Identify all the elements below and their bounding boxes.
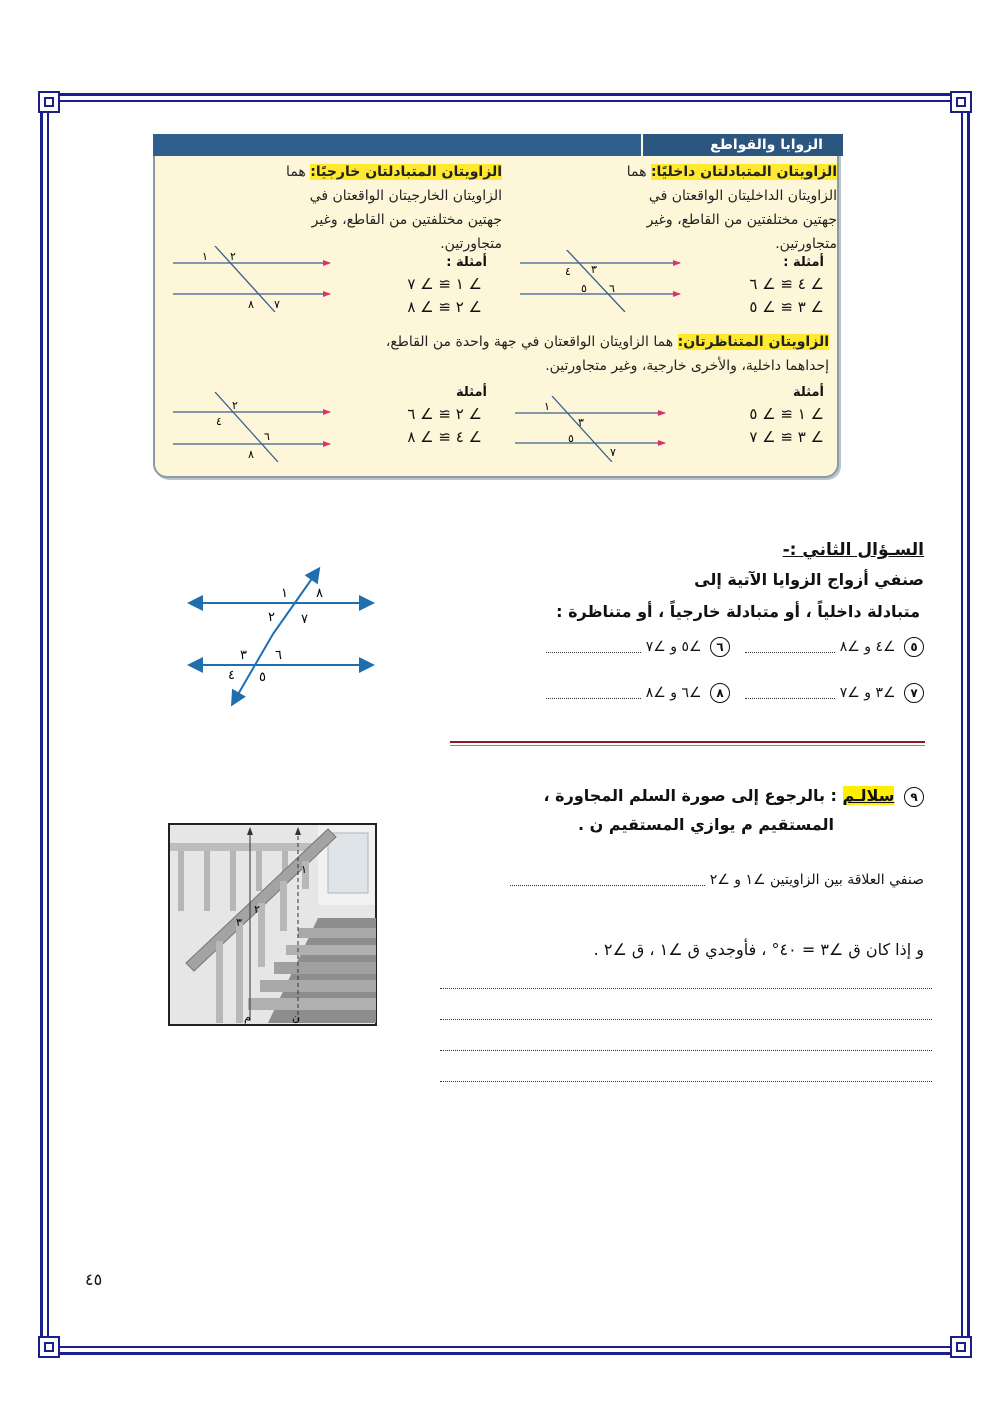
angle-label: ٦: [275, 648, 282, 663]
answer-line[interactable]: [440, 1019, 932, 1020]
example-equation: ∠ ١ ≅ ∠ ٧: [407, 275, 482, 293]
question-9-text: : بالرجوع إلى صورة السلم المجاورة ،: [543, 786, 837, 805]
item-text: ∠٣ و ∠٧: [839, 685, 896, 701]
examples-label: أمثلة: [455, 385, 487, 400]
page-number: ٤٥: [85, 1270, 103, 1289]
example-equation: ∠ ٣ ≅ ∠ ٧: [749, 428, 824, 446]
item-number: ٨: [710, 683, 730, 703]
item-text: ∠٤ و ∠٨: [839, 639, 896, 655]
angle-label: ٢: [232, 399, 238, 412]
def-text: الزاويتان الخارجيتان الواقعتان في: [309, 188, 502, 204]
question-item: [546, 683, 730, 703]
angle-label: ٦: [264, 430, 270, 443]
question-item: [546, 637, 730, 657]
angle-label: ١: [281, 586, 288, 601]
def-text: هما الزاويتان الواقعتان في جهة واحدة من القاطع،: [385, 334, 674, 350]
angle-label: ٨: [248, 448, 254, 461]
angle-label: ٣: [240, 648, 247, 663]
angle-label: ٣: [578, 416, 584, 429]
item-text: ∠٦ و ∠٨: [645, 685, 702, 701]
corresponding-title: الزاويتان المتناظرتان:: [677, 334, 829, 350]
angle-label: ٧: [274, 298, 280, 311]
angle-label: ٧: [610, 446, 616, 459]
section-separator: [450, 745, 925, 746]
frame-corner: [950, 91, 972, 113]
alt-exterior-definition: [172, 160, 502, 256]
classify-text: صنفي العلاقة بين الزاويتين ∠١ و ∠٢: [709, 872, 924, 888]
alt-interior-definition: [507, 160, 837, 256]
answer-line[interactable]: [440, 988, 932, 989]
angle-label: ٨: [316, 586, 323, 601]
angle-label: ٥: [581, 282, 587, 295]
question-item: [745, 637, 924, 657]
answer-blank[interactable]: [546, 642, 641, 653]
angle-label: ٥: [568, 432, 574, 445]
angle-label: ١: [544, 400, 550, 413]
def-text: متجاورتين.: [440, 236, 502, 252]
def-text: جهتين مختلفتين من القاطع، وغير: [646, 212, 837, 228]
question-9-classify: [510, 872, 924, 888]
frame-corner: [38, 1336, 60, 1358]
question-2-line2: متبادلة داخلياً ، أو متبادلة خارجياً ، أو متناظرة :: [556, 602, 920, 621]
angle-label: ٣: [591, 263, 597, 276]
example-equation: ∠ ٤ ≅ ∠ ٦: [749, 275, 824, 293]
question-9-line1: [544, 786, 924, 807]
alt-interior-title: الزاويتان المتبادلتان داخليًا:: [650, 164, 837, 180]
question-2-figure: [183, 565, 378, 710]
angle-label: ٢: [268, 610, 275, 625]
answer-line[interactable]: [440, 1050, 932, 1051]
def-text: متجاورتين.: [775, 236, 837, 252]
answer-blank[interactable]: [745, 688, 835, 699]
question-item: [745, 683, 924, 703]
alt-exterior-title: الزاويتان المتبادلتان خارجيًا:: [310, 164, 502, 180]
example-equation: ∠ ٢ ≅ ∠ ٦: [407, 405, 482, 423]
line-label-m: م: [244, 1011, 251, 1024]
textbook-header-bar: [153, 134, 843, 156]
examples-label: أمثلة: [792, 385, 824, 400]
angle-label: ٧: [301, 612, 308, 627]
stairs-figure: [168, 823, 377, 1026]
corresponding-definition: [209, 330, 829, 378]
alt-interior-figure: [515, 250, 685, 312]
angle-label: ٤: [228, 668, 235, 683]
item-number: ٥: [904, 637, 924, 657]
angle-label: ٢: [230, 250, 236, 263]
item-text: ∠٥ و ∠٧: [645, 639, 702, 655]
answer-line[interactable]: [440, 1081, 932, 1082]
example-equation: ∠ ٤ ≅ ∠ ٨: [407, 428, 482, 446]
angle-label: ٣: [236, 916, 242, 929]
line-label-n: ن: [292, 1011, 301, 1024]
question-2-line1: صنفي أزواج الزوايا الآتية إلى: [694, 570, 924, 589]
def-text: إحداهما داخلية، والأخرى خارجية، وغير متجاورتين.: [545, 358, 829, 374]
textbook-header-title: الزوايا والقواطع: [710, 137, 823, 153]
def-text: جهتين مختلفتين من القاطع، وغير: [311, 212, 502, 228]
def-text: الزاويتان الداخليتان الواقعتان في: [648, 188, 837, 204]
angle-label: ٦: [609, 282, 615, 295]
item-number: ٩: [904, 787, 924, 807]
angle-label: ٤: [565, 265, 571, 278]
angle-label: ١: [202, 250, 208, 263]
example-equation: ∠ ١ ≅ ∠ ٥: [749, 405, 824, 423]
item-number: ٦: [710, 637, 730, 657]
angle-label: ٨: [248, 298, 254, 311]
angle-label: ١: [301, 863, 307, 876]
question-2-title: السـؤال الثاني :-: [782, 540, 924, 560]
alt-exterior-figure: [170, 246, 335, 312]
example-equation: ∠ ٣ ≅ ∠ ٥: [749, 298, 824, 316]
examples-label: أمثلة :: [446, 255, 487, 270]
corresponding-figure-right: [512, 396, 670, 462]
corresponding-figure-left: [170, 392, 335, 462]
answer-blank[interactable]: [510, 875, 705, 886]
def-text: هما: [286, 164, 306, 180]
question-9-given: و إذا كان ق ∠٣ = ٤٠° ، فأوجدي ق ∠١ ، ق ∠٢ .: [593, 940, 924, 959]
frame-corner: [950, 1336, 972, 1358]
section-separator: [450, 741, 925, 743]
question-9-line2: المستقيم م يوازي المستقيم ن .: [578, 815, 834, 834]
examples-label: أمثلة :: [783, 255, 824, 270]
frame-corner: [38, 91, 60, 113]
item-number: ٧: [904, 683, 924, 703]
def-text: هما: [626, 164, 647, 180]
angle-label: ٢: [254, 903, 260, 916]
answer-blank[interactable]: [745, 642, 835, 653]
angle-label: ٤: [216, 415, 222, 428]
question-9-tag: سلالـم: [842, 786, 895, 805]
angle-label: ٥: [259, 670, 266, 685]
example-equation: ∠ ٢ ≅ ∠ ٨: [407, 298, 482, 316]
answer-blank[interactable]: [546, 688, 641, 699]
